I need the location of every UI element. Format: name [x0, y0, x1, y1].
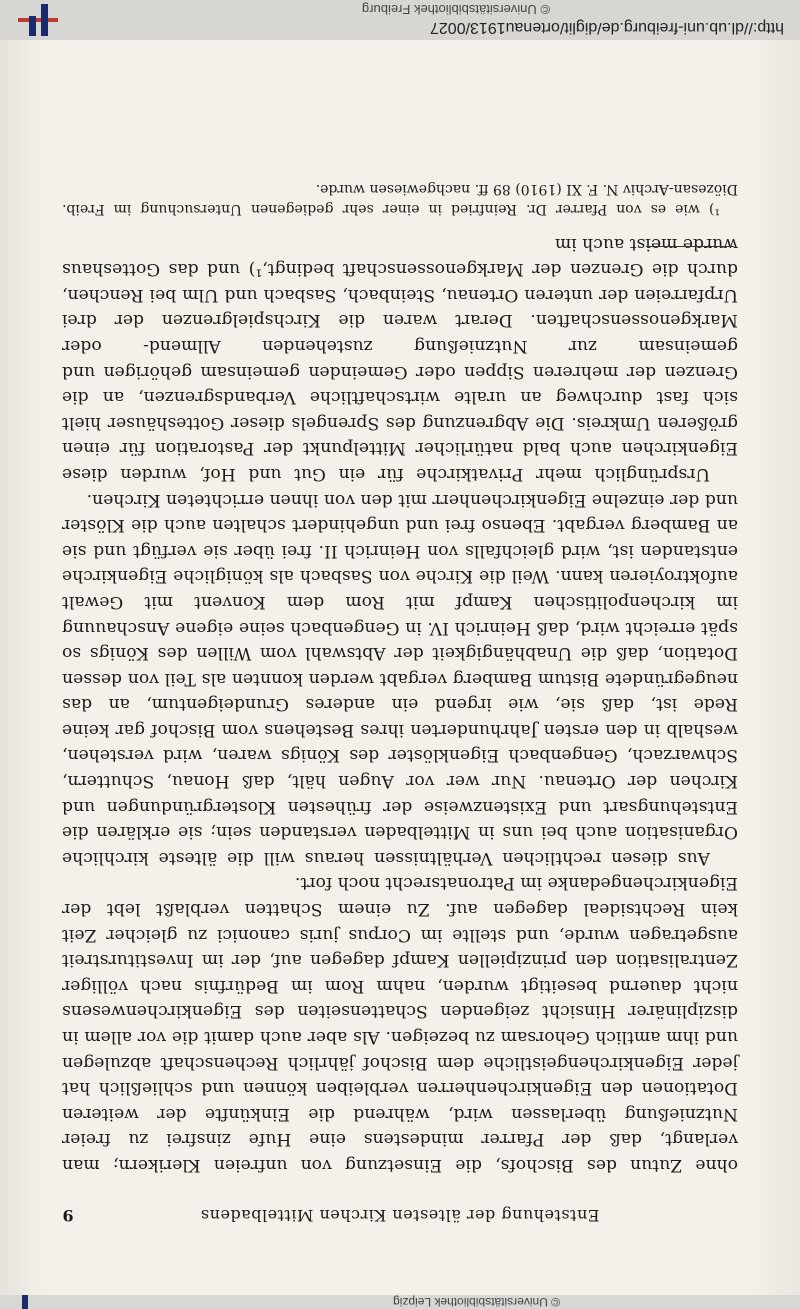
- footnote: [62, 179, 738, 219]
- running-title: Entstehung der ältesten Kirchen Mittelbadens: [200, 1206, 600, 1225]
- library-footer-text: © Universitätsbibliothek Leipzig: [393, 1295, 560, 1309]
- page-header: [62, 1195, 738, 1225]
- copyright-notice: © Universitätsbibliothek Freiburg: [361, 2, 550, 17]
- body-text: [62, 230, 738, 1177]
- page-number: 9: [62, 1206, 74, 1225]
- footnote-separator: [646, 246, 734, 247]
- library-footer-strip: [0, 1295, 800, 1309]
- paragraph-1: ohne Zutun des Bischofs, die Einsetzung von unfreien Klerikern; man verlangt, daß der Pfarrer mindestens eine Hufe zinsfrei zu freier Nutznießung überlassen wird, während die Einkünfte der weiteren Dotationen den Eigenkirchenherren verbleiben können und schließlich hat jeder Eigenkirchengeistliche dem Bischof jährlich Rechenschaft abzulegen und ihm amtlich Gehorsam zu bezeigen. Als aber auch damit die vor allem in disziplinärer Hinsicht zeigenden Schattenseiten des Eigenkirchenwesens nicht dauernd beseitigt wurden, nahm Rom im Bedürfnis nach völliger Zentralisation den prinzipiellen Kampf dagegen auf, der im Investiturstreit ausgetragen wurde, und stellte im Corpus juris canonici zu gleicher Zeit kein Rechtsideal dagegen auf. Zu einem Schatten verblaßt lebt der Eigenkirchengedanke im Patronatsrecht noch fort.: [62, 873, 738, 1175]
- paragraph-3: Ursprünglich mehr Privatkirche für ein Gut und Hof, wurden diese Eigenkirchen auch bald natürlicher Mittelpunkt der Pastoration für einen größeren Umkreis. Die Abgrenzung des Sprengels dieser Gotteshäuser hielt sich fast durchweg an uralte wirtschaftliche Verbandsgrenzen, an die Grenzen der mehreren Sippen oder Gemeinden gemeinsam gehörigen und gemeinsam zur Nutznießung zustehenden Allmend- oder Markgenossenschaften. Derart waren die Kirchspielgrenzen der drei Urpfarreien der unteren Ortenau, Steinbach, Sasbach und Ulm bei Renchen, durch die Grenzen der Markgenossenschaft bedingt,¹) und das Gotteshaus wurde meist auch im: [62, 233, 738, 484]
- url-bar: [0, 0, 800, 40]
- library-logo-icon: [22, 1295, 28, 1309]
- footnote-text: ¹) wie es von Pfarrer Dr. Reinfried in einer sehr gediegenen Untersuchung im Freib. Diözesan-Archiv N. F. XI (1910) 89 ff. nachgewiesen wurde.: [62, 181, 738, 217]
- university-logo-icon: [18, 4, 58, 36]
- page-url-link[interactable]: http://dl.ub.uni-freiburg.de/diglit/ortenau1913/0027: [429, 19, 784, 36]
- paragraph-2: Aus diesen rechtlichen Verhältnissen heraus will die älteste kirchliche Organisation auch bei uns in Mittelbaden verstanden sein; sie erklären die Entstehungsart und Existenzweise der frühesten Klostergründungen und Kirchen der Ortenau. Nur wer vor Augen hält, daß Honau, Schuttern, Schwarzach, Gengenbach Eigenklöster des Königs waren, wird verstehen, weshalb in den ersten Jahrhunderten ihres Bestehens vom Bischof gar keine Rede ist, daß sie, wie irgend ein anderes Grundeigentum, an das neugegründete Bistum Bamberg vergabt werden konnten als Teil von dessen Dotation, daß die Unabhängigkeit der Abtswahl vom Willen des Königs so spät erreicht wird, daß Heinrich IV. in Gengenbach seine eigene Anschauung im kirchenpolitischen Kampf mit Rom dem Konvent mit Gewalt aufoktroyieren kann. Weil die Kirche von Sasbach als königliche Eigenkirche entstanden ist, wird gleichfalls von Heinrich II. frei über sie verfügt und sie an Bamberg vergabt. Ebenso frei und ungehindert schalten auch die Klöster und der einzelne Eigenkirchenherr mit den von ihnen errichteten Kirchen.: [62, 489, 738, 868]
